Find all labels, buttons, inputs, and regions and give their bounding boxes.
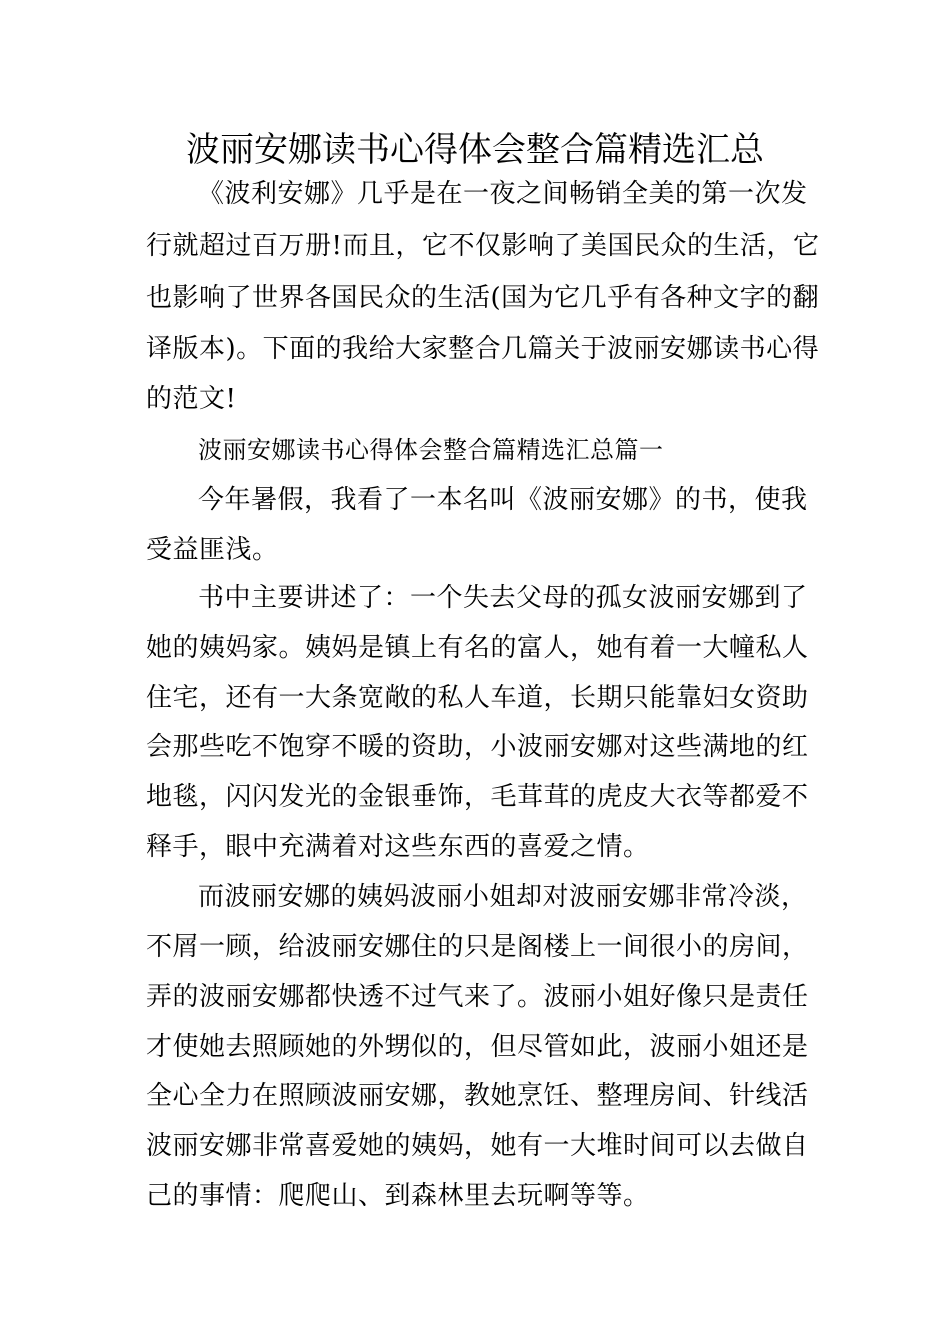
body-line: 释手，眼中充满着对这些东西的喜爱之情。 bbox=[146, 832, 650, 862]
body-line: 也影响了世界各国民众的生活(国为它几乎有各种文字的翻 bbox=[146, 283, 820, 313]
body-line: 书中主要讲述了：一个失去父母的孤女波丽安娜到了 bbox=[198, 583, 808, 613]
body-line: 《波利安娜》几乎是在一夜之间畅销全美的第一次发 bbox=[198, 179, 808, 209]
body-line: 地毯，闪闪发光的金银垂饰，毛茸茸的虎皮大衣等都爱不 bbox=[146, 782, 809, 812]
body-line: 才使她去照顾她的外甥似的，但尽管如此，波丽小姐还是 bbox=[146, 1032, 809, 1062]
body-line: 受益匪浅。 bbox=[146, 535, 279, 565]
body-line: 会那些吃不饱穿不暖的资助，小波丽安娜对这些满地的红 bbox=[146, 732, 809, 762]
section-heading: 波丽安娜读书心得体会整合篇精选汇总篇一 bbox=[198, 436, 664, 464]
body-line: 波丽安娜非常喜爱她的姨妈，她有一大堆时间可以去做自 bbox=[146, 1131, 809, 1161]
body-line: 不屑一顾，给波丽安娜住的只是阁楼上一间很小的房间， bbox=[146, 932, 809, 962]
body-line: 她的姨妈家。姨妈是镇上有名的富人，她有着一大幢私人 bbox=[146, 633, 809, 663]
body-line: 全心全力在照顾波丽安娜，教她烹饪、整理房间、针线活 bbox=[146, 1081, 809, 1111]
body-line: 而波丽安娜的姨妈波丽小姐却对波丽安娜非常冷淡， bbox=[198, 882, 808, 912]
body-line: 住宅，还有一大条宽敞的私人车道，长期只能靠妇女资助 bbox=[146, 683, 809, 713]
body-line: 行就超过百万册!而且，它不仅影响了美国民众的生活，它 bbox=[146, 231, 820, 261]
body-line: 译版本)。下面的我给大家整合几篇关于波丽安娜读书心得 bbox=[146, 334, 820, 364]
body-line: 的范文! bbox=[146, 384, 237, 414]
document-title: 波丽安娜读书心得体会整合篇精选汇总 bbox=[186, 130, 764, 170]
body-line: 己的事情：爬爬山、到森林里去玩啊等等。 bbox=[146, 1181, 650, 1211]
body-line: 弄的波丽安娜都快透不过气来了。波丽小姐好像只是责任 bbox=[146, 982, 809, 1012]
body-line: 今年暑假，我看了一本名叫《波丽安娜》的书，使我 bbox=[198, 485, 808, 515]
